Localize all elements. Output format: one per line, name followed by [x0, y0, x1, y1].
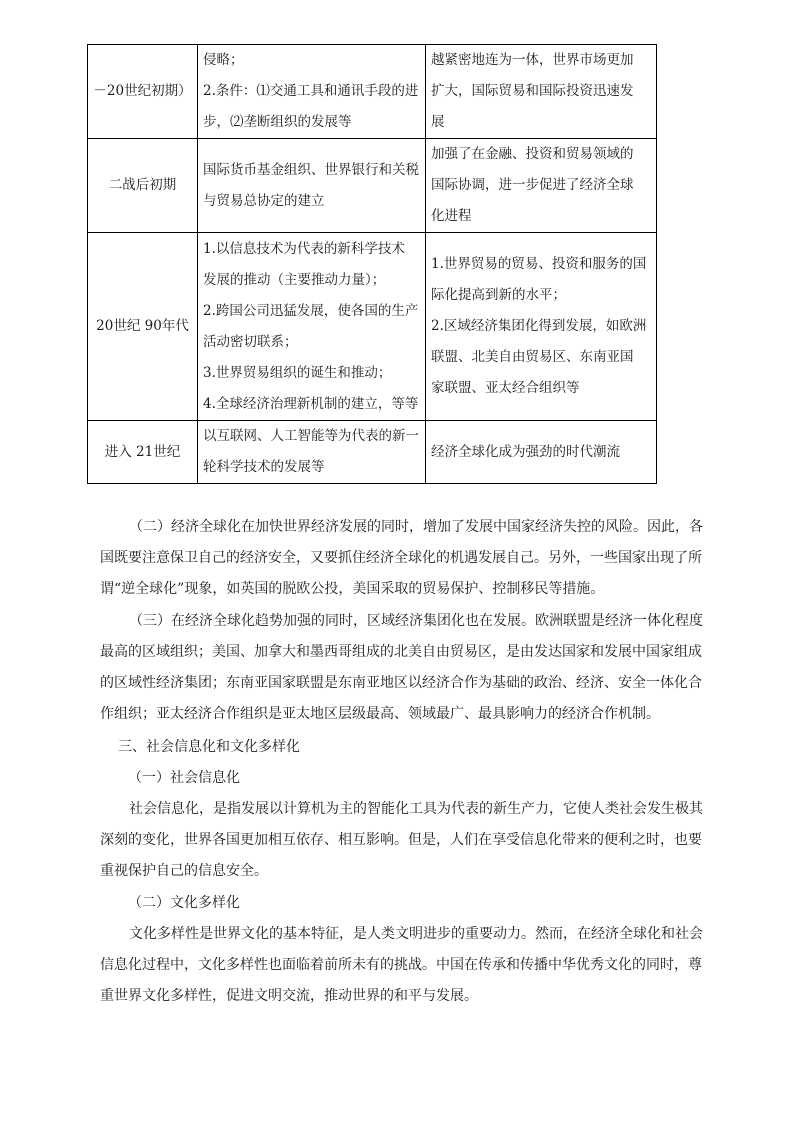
cell-line: 际化提高到新的水平；	[431, 287, 566, 303]
cell-line: 1.世界贸易的贸易、投资和服务的国	[431, 256, 647, 272]
cell-line: 家联盟、亚太经合组织等	[431, 380, 580, 396]
text-line: 深刻的变化，世界各国更加相互依存、相互影响。但是，人们在享受信息化带来的便利之时，也要	[100, 832, 702, 848]
cell-line: 国际协调，进一步促进了经济全球	[431, 177, 634, 193]
text-line: 的区域性经济集团；东南亚国家联盟是东南亚地区以经济合作为基础的政治、经济、安全一体化合	[100, 675, 702, 691]
cell-line: 与贸易总协定的建立	[203, 192, 325, 209]
cell-line: 侵略；	[203, 52, 244, 68]
period-cell	[88, 45, 198, 139]
paragraph-cultural-diversity	[100, 919, 703, 1012]
cell-line: 扩大，国际贸易和国际投资迅速发	[431, 83, 634, 99]
cell-line: 国际货币基金组织、世界银行和关税	[203, 161, 419, 178]
cell-line: 活动密切联系；	[203, 333, 298, 350]
effects-cell	[426, 421, 657, 484]
period-text: 20世纪 90年代	[96, 318, 189, 334]
cell-line: 轮科学技术的发展等	[203, 459, 325, 475]
cell-line: 2.跨国公司迅猛发展，使各国的生产	[203, 302, 419, 319]
text-line: （三）在经济全球化趋势加强的同时，区域经济集团化也在发展。欧洲联盟是经济一体化程度	[129, 613, 703, 629]
cell-line: 展	[431, 114, 445, 130]
table-row	[88, 421, 657, 484]
cell-line: 2.条件：⑴交通工具和通讯手段的进	[203, 83, 419, 99]
table-row	[88, 45, 657, 139]
cell-line: 联盟、北美自由贸易区、东南亚国	[431, 349, 634, 365]
text-line: 重世界文化多样性，促进文明交流，推动世界的和平与发展。	[100, 988, 478, 1004]
reasons-cell	[198, 421, 426, 484]
period-cell	[88, 233, 198, 421]
cell-line: 化进程	[431, 208, 472, 224]
cell-line: 发展的推动（主要推动力量）；	[203, 271, 386, 288]
effects-cell	[426, 45, 657, 139]
cell-line: 2.区域经济集团化得到发展，如欧洲	[431, 318, 647, 334]
text-line: 信息化过程中，文化多样性也面临着前所未有的挑战。中国在传承和传播中华优秀文化的同时，尊	[100, 957, 702, 973]
reasons-cell	[198, 45, 426, 139]
cell-line: 经济全球化成为强劲的时代潮流	[431, 443, 620, 460]
period-text: －20世纪初期）	[93, 83, 192, 99]
effects-cell	[426, 233, 657, 421]
reasons-cell	[198, 233, 426, 421]
cell-line: 加强了在金融、投资和贸易领域的	[431, 146, 634, 162]
subsection-heading: （一）社会信息化	[128, 770, 240, 786]
cell-line: 4.全球经济治理新机制的建立，等等	[203, 395, 419, 412]
table-row	[88, 233, 657, 421]
paragraph-economic-risk	[100, 512, 703, 605]
paragraph-regional-groups	[100, 606, 703, 730]
cell-line: 3.世界贸易组织的诞生和推动；	[203, 364, 392, 381]
cell-line: 越紧密地连为一体，世界市场更加	[431, 52, 634, 68]
text-line: 最高的区域组织；美国、加拿大和墨西哥组成的北美自由贸易区，是由发达国家和发展中国家组成	[100, 644, 702, 660]
period-cell	[88, 139, 198, 233]
cell-line: 步，⑵垄断组织的发展等	[203, 114, 352, 130]
globalization-table	[87, 44, 657, 484]
paragraph-informatization	[100, 794, 703, 887]
cell-line: 1.以信息技术为代表的新科学技术	[203, 240, 405, 257]
text-line: 社会信息化，是指发展以计算机为主的智能化工具为代表的新生产力，它使人类社会发生极其	[129, 801, 703, 817]
text-line: 作组织；亚太经济合作组织是亚太地区层级最高、领域最广、最具影响力的经济合作机制。	[100, 706, 660, 722]
text-line: 谓“逆全球化”现象，如英国的脱欧公投，美国采取的贸易保护、控制移民等措施。	[100, 581, 605, 597]
section-heading: 三、社会信息化和文化多样化	[118, 739, 300, 755]
subsection-heading: （二）文化多样化	[128, 895, 240, 911]
text-line: 重视保护自己的信息安全。	[100, 863, 268, 879]
period-text: 进入 21世纪	[104, 443, 181, 460]
period-text: 二战后初期	[108, 177, 177, 193]
text-line: 国既要注意保卫自己的经济安全，又要抓住经济全球化的机遇发展自己。另外，一些国家出现了所	[100, 550, 702, 566]
table-row	[88, 139, 657, 233]
text-line: （二）经济全球化在加快世界经济发展的同时，增加了发展中国家经济失控的风险。因此，各	[129, 519, 703, 535]
period-cell	[88, 421, 198, 484]
reasons-cell	[198, 139, 426, 233]
cell-line: 以互联网、人工智能等为代表的新一	[203, 428, 419, 444]
text-line: 文化多样性是世界文化的基本特征，是人类文明进步的重要动力。然而，在经济全球化和社会	[129, 926, 703, 942]
effects-cell	[426, 139, 657, 233]
